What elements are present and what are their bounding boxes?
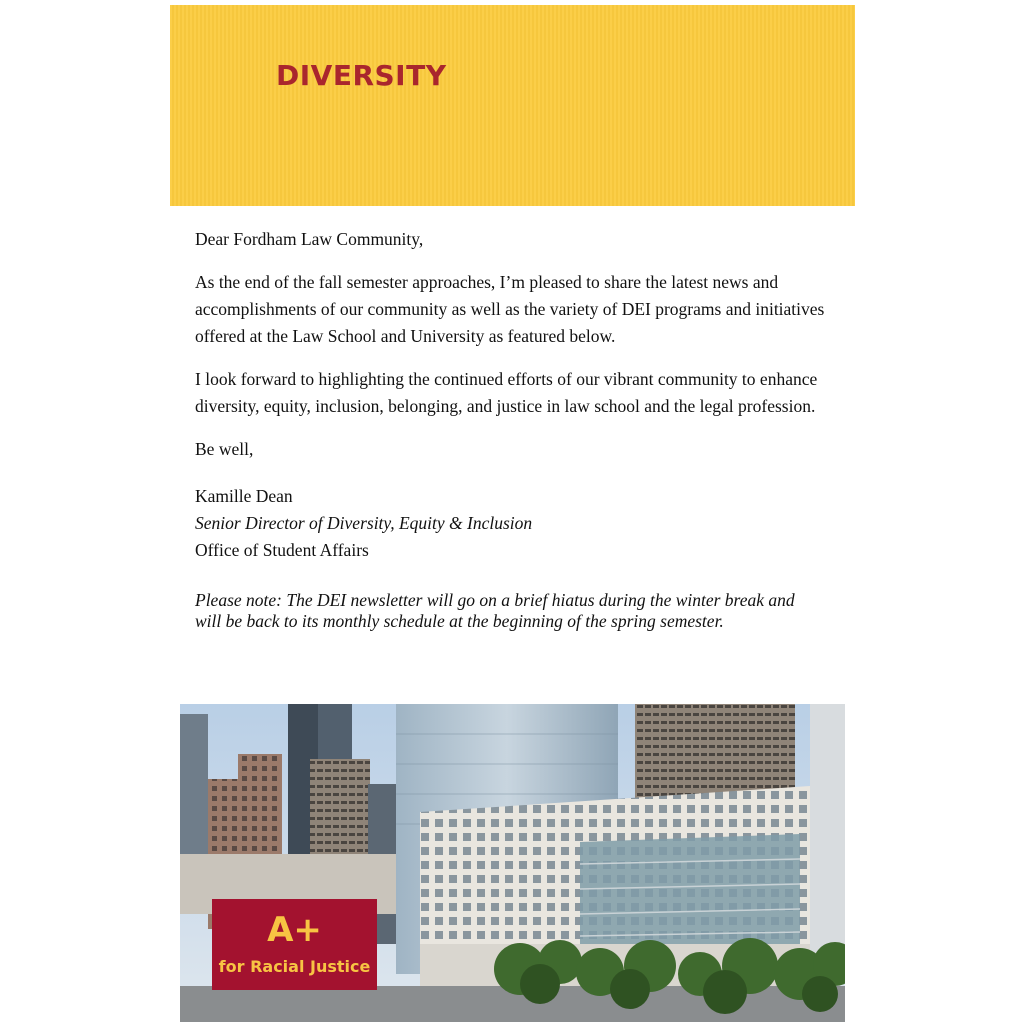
closing: Be well, [195,439,254,459]
racial-justice-badge [212,899,377,990]
badge-grade: A+ [267,910,322,950]
banner-title: DIVERSITY [276,59,447,92]
greeting: Dear Fordham Law Community, [195,229,424,249]
signature-office: Office of Student Affairs [195,540,369,560]
signature-block [195,483,835,564]
newsletter-banner [170,5,855,206]
letter-body [195,226,835,632]
signature-name: Kamille Dean [195,486,293,506]
law-school-building-photo[interactable] [180,704,845,1022]
intro-paragraph: As the end of the fall semester approaches, I’m pleased to share the latest news and accomplishments of our community as well as the variety of DEI programs and initiatives offered at the Law School and University as featured below. [195,272,825,346]
hiatus-note: Please note: The DEI newsletter will go on a brief hiatus during the winter break and will be back to its monthly schedule at the beginning of the spring semester. [195,590,795,631]
signature-title: Senior Director of Diversity, Equity & Inclusion [195,513,533,533]
outlook-paragraph: I look forward to highlighting the continued efforts of our vibrant community to enhance diversity, equity, inclusion, belonging, and justice in law school and the legal profession. [195,369,818,416]
badge-caption: for Racial Justice [218,957,371,976]
